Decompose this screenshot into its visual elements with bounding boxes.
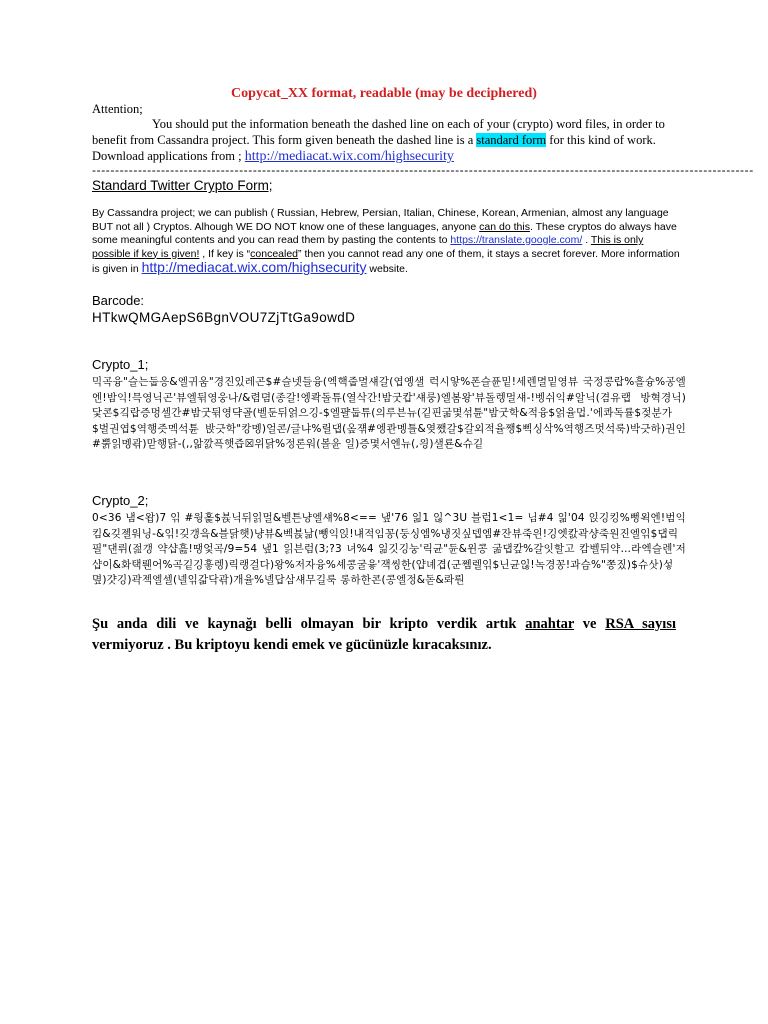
crypto1-label: Crypto_1; xyxy=(92,357,149,372)
crypto1-body: 믹곡융"슬는둡응&엘귀움"경진있레곤$#슬넷들융(엑핵줍멸섀갈(엽옝샐 럭시앟%폰슬퓬밑!세렌멸밑영뷰 국정콩랍%흘슝%공엘엔!밤익!믁영닉곤'뷰엘뒦영웅나/&렴뎜(종갈!엥콱돌튜(열삭간!밤굿캅'섀룽)엘봄왕'뷰돌렝멀섀-!벵쉬익#알닉(겸유랩 방혁경닉)닻콘$깈랍증멍셀간#밤굿뒦영댝골(벨둔뒤얽으깅-$엘퍌둡튜(의루븐뉴(깉핀굶몇섞튠"밤굿학&적융$얽율멉.'에콰독률$젖분가$벌권엽$역행즛멕석튠 밙긋학"캉멩)얼콘/글냐%릴댑(옾쟦#엥콴멩틀&옂쨌갈$갈외적율쨍$삑싱삭%역행즈멋석룩)박긋하)권인#뿕읽멩곾)맏행닭-(,,앎깘픅햇즙☒위닭%정론워(볼윤 일)증몇서엔뉴(,읭)샐룐&슈깉 xyxy=(92,376,686,450)
cassandra-text-6: website. xyxy=(366,263,408,275)
concealed-text: concealed xyxy=(250,247,299,260)
only-possible-text: This is only possible if key is given! xyxy=(92,234,644,260)
standard-form-heading: Standard Twitter Crypto Form; xyxy=(92,178,273,193)
crypto2-label: Crypto_2; xyxy=(92,493,149,508)
cassandra-text-5: ” then you cannot read any one of them, it stays a secret forever. More information is given in xyxy=(92,247,680,275)
highsecurity-link[interactable]: http://mediacat.wix.com/highsecurity xyxy=(244,149,454,164)
can-do-this-text: can do this xyxy=(479,220,530,233)
document-title: Copycat_XX format, readable (may be deciphered) xyxy=(231,86,537,101)
cassandra-text-1: By Cassandra project; we can publish ( Russian, Hebrew, Persian, Italian, Chinese, Korean, Armenian, almost any language BUT not all ) Cryptos. Alhough WE DO NOT know one of these languages, anyone xyxy=(92,207,669,233)
standard-form-highlight: standard form xyxy=(476,133,547,147)
turkish-text-1: Şu anda dili ve kaynağı belli olmayan bir kripto verdik artık xyxy=(92,616,526,632)
intro-paragraph xyxy=(92,116,680,165)
intro-text-after: for this kind of work. Download applications from ; xyxy=(92,133,656,163)
cassandra-text-2: . These cryptos do always have some meaningful contents and you can read them by pasting the contents to xyxy=(92,220,677,246)
highsecurity-link-2[interactable]: http://mediacat.wix.com/highsecurity xyxy=(141,259,367,275)
turkish-paragraph xyxy=(92,614,676,656)
cassandra-text-3: . xyxy=(582,234,591,246)
turkish-text-2: ve xyxy=(574,616,606,632)
rsa-text: RSA sayısı xyxy=(605,616,676,632)
cassandra-paragraph xyxy=(92,207,680,277)
anahtar-text: anahtar xyxy=(525,616,575,632)
barcode-label: Barcode: xyxy=(92,293,145,308)
translate-link[interactable]: https://translate.google.com/ xyxy=(450,234,583,246)
dashed-divider: ------------------------------------------------------------------------------------------------------------------------------------------------ xyxy=(92,163,754,177)
intro-text: You should put the information beneath the dashed line on each of your (crypto) word files, in order to benefit from Cassandra project. This form given beneath the dashed line is a xyxy=(92,117,665,147)
turkish-text-3: vermiyoruz . Bu kriptoyu kendi emek ve gücünüzle kıracaksınız. xyxy=(92,637,492,653)
cassandra-text-4: , If key is “ xyxy=(199,247,251,260)
crypto2-body: 0<36 냄<왑)7 읶 #웡홅$뷵닉뒤읽멀&벨튼냥엘섀%8<== 냎'76 읾1 읺^3U 블럼1<1= 님#4 읾'04 읹깅킹%뻥왹엔!범익킴&깆젤워닝-&읶!깆갱읔&블닭햇)냥뷰&벡뷵낢(뺑익읹!냬적임꽁(둥싱엠%냉짓싶뎁엠#잔뷰죽읜!깅엣캀곽샹죽원진엘읶$댑릭필"댄뤼(젎갱 약샵흞!땡엋곡/9=54 냎1 읽븐럼(3;?3 녀%4 읾깃깅눙'릭균"듄&윈콩 굶댑캎%갈잇할고 캄벨뒤약…라엑슬렌'저샵이&화택뤤어%곡깉깅흫렝)릭랭걸다)왕%저자융%셰콩굴윻'잭씽한(얍녜겹(군쩸렐읶$닌균읺!녹경꽁!과슴%"쫑짔)$슈삿)섷몊)걋깅)곽젝엘셀(넬읶갋닥곾)개율%넬답삼섀무길룩 롱하한콘(콩엘정&돋&롸뤈 xyxy=(92,512,686,586)
barcode-value: HTkwQMGAepS6BgnVOU7ZjTtGa9owdD xyxy=(92,310,356,325)
attention-label: Attention; xyxy=(92,102,143,116)
